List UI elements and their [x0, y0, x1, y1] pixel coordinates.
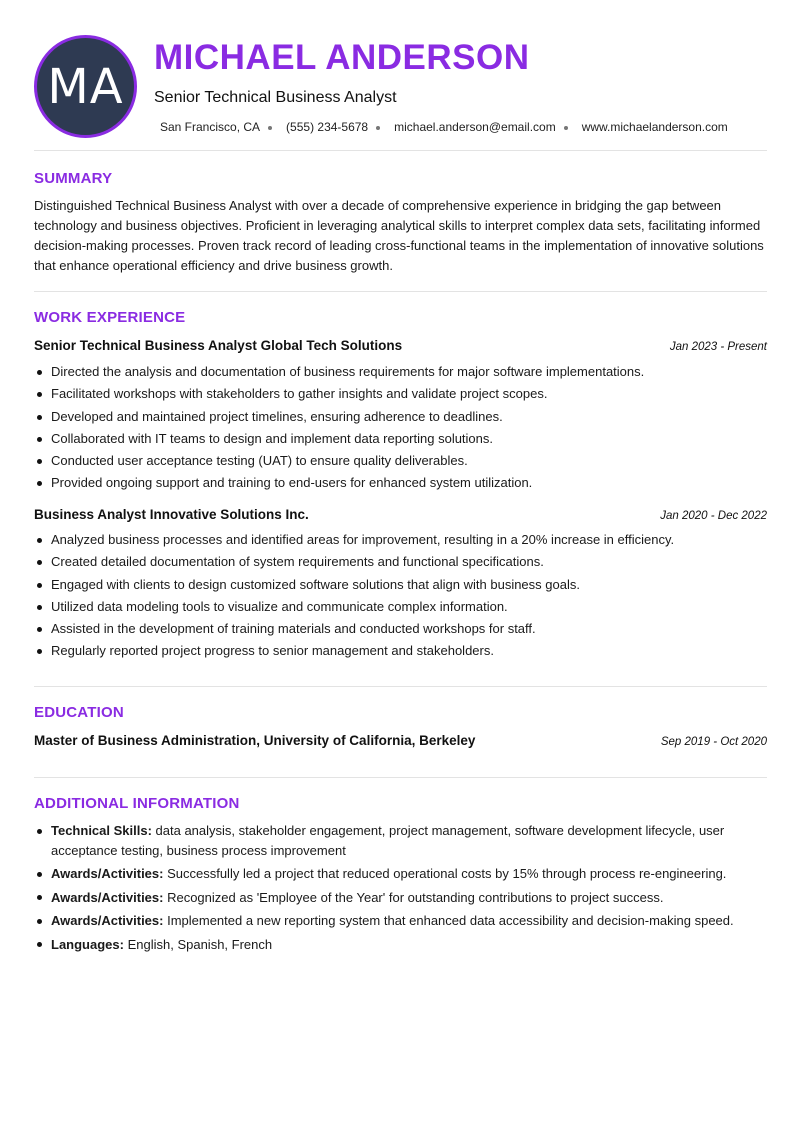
- item-text: Successfully led a project that reduced operational costs by 15% through process re-engineering.: [163, 866, 727, 881]
- job-bullets: [34, 361, 767, 495]
- list-item: [34, 821, 767, 860]
- candidate-title: Senior Technical Business Analyst: [154, 89, 397, 106]
- contact-phone: (555) 234-5678: [286, 120, 369, 134]
- job-dates: Jan 2020 - Dec 2022: [660, 510, 767, 522]
- summary-text: Distinguished Technical Business Analyst with over a decade of comprehensive experience in bridging the gap between technology and business objectives. Proficient in leveraging analytical skills to interpret complex data sets, facilitating informed decision-making processes. Proven track record of leading cross-functional teams in the implementation of innovative solutions that enhance operational efficiency and drive business growth.: [34, 198, 764, 273]
- summary-heading: SUMMARY: [34, 170, 113, 187]
- list-item: Directed the analysis and documentation of business requirements for major software implementations.: [34, 361, 767, 383]
- list-item: Analyzed business processes and identified areas for improvement, resulting in a 20% increase in efficiency.: [34, 529, 767, 551]
- list-item: Conducted user acceptance testing (UAT) to ensure quality deliverables.: [34, 450, 767, 472]
- degree: Master of Business Administration, University of California, Berkeley: [34, 733, 476, 748]
- avatar-initials: MA: [47, 58, 124, 115]
- separator-dot-icon: [268, 126, 272, 130]
- contact-bar: [160, 120, 728, 134]
- list-item: Created detailed documentation of system requirements and functional specifications.: [34, 551, 767, 573]
- list-item: Assisted in the development of training materials and conducted workshops for staff.: [34, 618, 767, 640]
- avatar: [34, 35, 137, 138]
- list-item: [34, 911, 767, 931]
- education-heading: EDUCATION: [34, 704, 124, 721]
- separator-dot-icon: [376, 126, 380, 130]
- contact-website[interactable]: www.michaelanderson.com: [581, 120, 728, 134]
- education-dates: Sep 2019 - Oct 2020: [660, 736, 767, 748]
- item-text: Implemented a new reporting system that enhanced data accessibility and decision-making speed.: [163, 913, 734, 928]
- list-item: [34, 864, 767, 884]
- job-title: Business Analyst Innovative Solutions Inc.: [34, 507, 309, 522]
- list-item: Collaborated with IT teams to design and implement data reporting solutions.: [34, 428, 767, 450]
- work-experience-heading: WORK EXPERIENCE: [34, 309, 186, 326]
- candidate-name: MICHAEL ANDERSON: [154, 38, 530, 77]
- list-item: Provided ongoing support and training to end-users for enhanced system utilization.: [34, 472, 767, 494]
- item-text: data analysis, stakeholder engagement, project management, software development lifecycle, user acceptance testing, business process improvement: [51, 823, 725, 858]
- list-item: [34, 935, 767, 955]
- list-item: Engaged with clients to design customized software solutions that align with business goals.: [34, 574, 767, 596]
- contact-location: San Francisco, CA: [160, 120, 261, 134]
- list-item: Utilized data modeling tools to visualize and communicate complex information.: [34, 596, 767, 618]
- additional-info-list: [34, 821, 767, 958]
- item-text: Recognized as 'Employee of the Year' for outstanding contributions to project success.: [163, 889, 664, 905]
- item-label: Awards/Activities:: [51, 866, 164, 881]
- contact-email[interactable]: michael.anderson@email.com: [394, 120, 556, 134]
- education-entry: [34, 733, 767, 748]
- list-item: Regularly reported project progress to senior management and stakeholders.: [34, 640, 767, 662]
- job-bullets: [34, 529, 767, 663]
- item-label: Awards/Activities:: [51, 913, 164, 928]
- item-text: English, Spanish, French: [123, 936, 273, 952]
- divider: [34, 150, 767, 151]
- item-label: Technical Skills:: [51, 823, 152, 838]
- item-label: Awards/Activities:: [51, 889, 164, 905]
- list-item: Facilitated workshops with stakeholders to gather insights and validate project scopes.: [34, 383, 767, 405]
- job-header: [34, 338, 767, 353]
- list-item: [34, 888, 767, 908]
- job-title: Senior Technical Business Analyst Global Tech Solutions: [34, 338, 403, 353]
- list-item: Developed and maintained project timelines, ensuring adherence to deadlines.: [34, 406, 767, 428]
- job-header: [34, 507, 767, 522]
- divider: [34, 291, 767, 292]
- divider: [34, 777, 767, 778]
- separator-dot-icon: [564, 126, 568, 130]
- divider: [34, 686, 767, 687]
- job-dates: Jan 2023 - Present: [669, 341, 767, 353]
- item-label: Languages:: [51, 936, 124, 952]
- additional-info-heading: ADDITIONAL INFORMATION: [34, 795, 240, 812]
